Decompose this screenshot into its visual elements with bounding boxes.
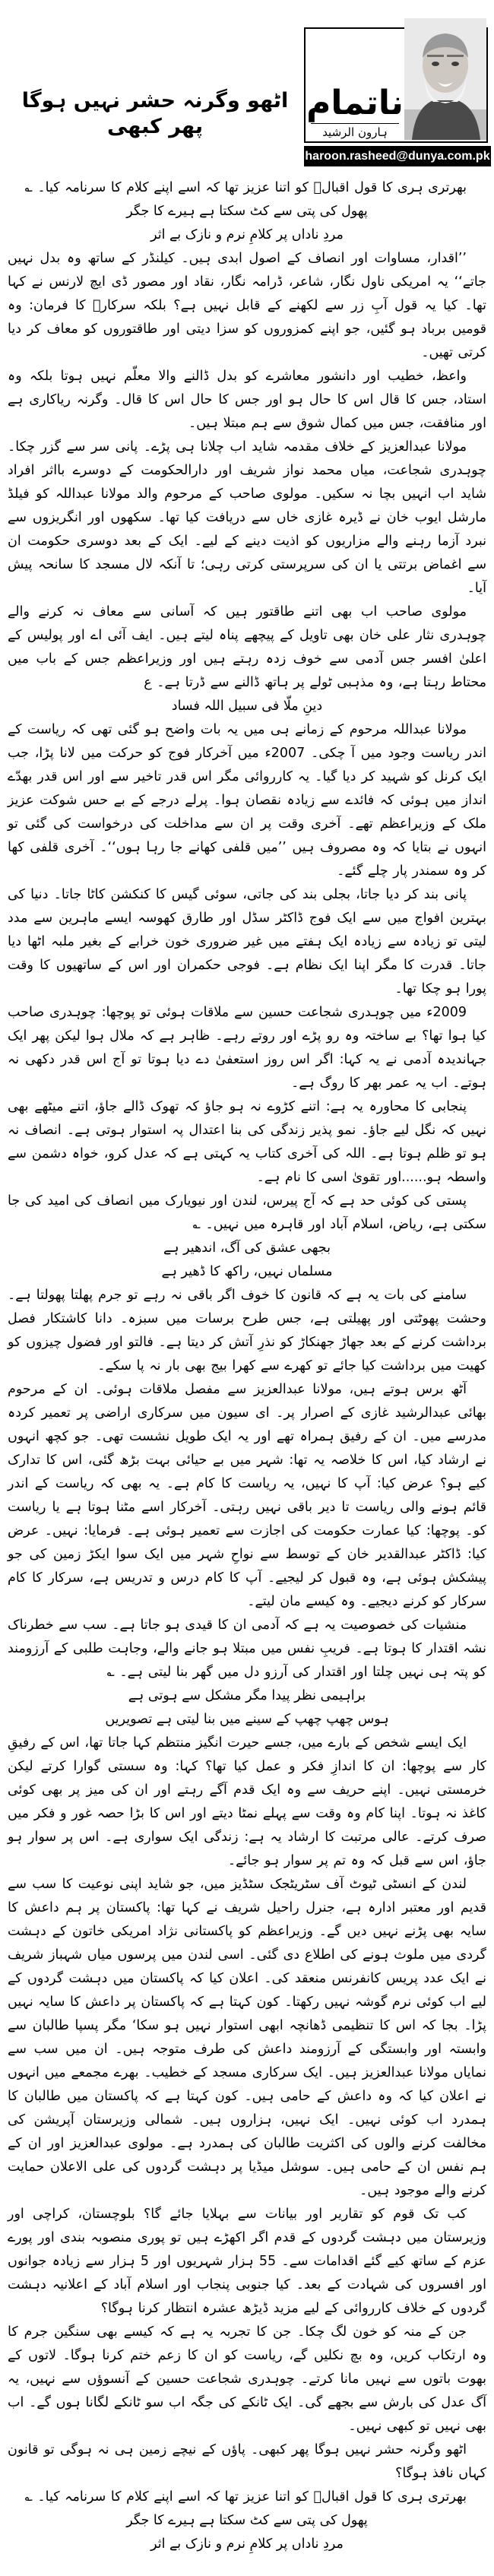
article-paragraph: لندن کے انسٹی ٹیوٹ آف سٹریٹجک سٹڈیز میں، جو شاید اپنی نوعیت کا سب سے قدیم اور معتبر ادارہ ہے، جنرل راحیل شریف نے کہا تھا: پاکستان پر ہم داعش کا سایہ بھی پڑنے نہیں دیں گے۔ وزیراعظم کو پاکستانی نژاد امریکی خاتون کے دہشت گردی میں ملوث ہونے کی اطلاع دی گئی۔ اسی لندن میں پرسوں میاں شہباز شریف نے ایک عدد پریس کانفرنس منعقد کی۔ اعلان کیا کہ پاکستان میں دہشت گردوں کے لیے اب کوئی نرم گوشہ نہیں رکھتا۔ کون کہتا ہے کہ پاکستان پر داعش کا سایہ نہیں پڑا۔ بجا کہ اس کا تنظیمی ڈھانچہ ابھی استوار نہیں ہو سکا‘ مگر پسپا طالبان سے وابستہ اور وابستگی کے آرزومند داعش کی طرف متوجہ ہیں۔ ان میں سب سے نمایاں مولانا عبدالعزیز ہیں۔ ایک سرکاری مسجد کے خطیب۔ بھرے مجمعے میں انہوں نے اعلان کیا کہ وہ داعش کے حامی ہیں۔ کون کہتا ہے کہ پاکستان میں طالبان کا ہمدرد اب کوئی نہیں۔ ایک نہیں، ہزاروں ہیں۔ شمالی وزیرستان آپریشن کی مخالفت کرنے والوں کی اکثریت طالبان کی ہمدرد ہے۔ مولوی عبدالعزیز اور ان کے ہم نفس ان کے حامی ہیں۔ سوشل میڈیا پر دہشت گردوں کی علی الاعلان حمایت کرنے والے موجود ہیں۔ [8, 1877, 486, 2198]
author-name: ہارون الرشید [322, 125, 388, 139]
verse-line: مسلماں نہیں، راکھ کا ڈھیر ہے [161, 1264, 333, 1279]
masthead [0, 0, 494, 173]
article-paragraph: ایک ایسے شخص کے بارے میں، جسے حیرت انگیز منتظم کہا جاتا تھا، اس کے رفیقِ کار سے پوچھا: ان کا اندازِ فکر و عمل کیا تھا؟ کہا: وہ سستی گوارا کرتے لیکن خرمستی نہیں۔ اپنے حریف سے وہ ایک قدم آگے رہتے اور ان کی میز پر بھی کوئی کاغذ نہ ہوتا۔ اپنا کام وہ وقت سے پہلے نمٹا دیتے اور اس کا بڑا حصہ غور و فکر میں صرف کرتے۔ عالی مرتبت کا ارشاد یہ ہے: زندگی ایک سواری ہے۔ اس پر سوار ہو جاؤ، اس سے قبل کہ وہ تم پر سوار ہو جائے۔ [8, 1735, 486, 1868]
email-bar [304, 146, 491, 166]
article-paragraph: پستی کی کوئی حد ہے کہ آج پیرس، لندن اور نیویارک میں انصاف کی امید کی جا سکتی ہے، ریاض، اسلام آباد اور قاہرہ میں نہیں۔ ؎ [8, 1193, 486, 1232]
article-paragraph: منشیات کی خصوصیت یہ ہے کہ آدمی ان کا قیدی ہو جاتا ہے۔ سب سے خطرناک نشہ اقتدار کا ہوتا ہے۔ فریبِ نفس میں مبتلا ہو جانے والے، وجاہت طلبی کے آرزومند کو پتہ ہی نہیں چلتا اور اقتدار کی آرزو دل میں گھر بنا لیتی ہے۔ ؎ [8, 1618, 486, 1680]
verse [8, 1237, 486, 1284]
author-email: haroon.rasheed@dunya.com.pk [305, 149, 490, 163]
article-paragraph: ’’اقدار، مساوات اور انصاف کے اصول ابدی ہیں۔ کیلنڈر کے ساتھ وہ بدل نہیں جاتے‘‘ یہ امریکی ناول نگار، شاعر، ڈرامہ نگار، نقاد اور مصور ڈی ایچ لارنس نے کہا تھا۔ کیا یہ قول آبِ زر سے لکھنے کے قابل نہیں ہے؟ بلکہ سرکارؐ کا فرمان: وہ قومیں برباد ہو گئیں، جو اپنے کمزوروں کو سزا دیتی اور طاقتوروں کو معاف کر دیا کرتی تھیں۔ [8, 251, 486, 360]
article-paragraph: بھرتری ہری کا قول اقبالؔ کو اتنا عزیز تھا کہ اسے اپنے کلام کا سرنامہ کیا۔ ؎ [24, 180, 467, 195]
verse [8, 2509, 486, 2556]
article-paragraph: آٹھ برس ہوتے ہیں، مولانا عبدالعزیز سے مفصل ملاقات ہوئی۔ ان کے مرحوم بھائی عبدالرشید غازی کے اصرار پر۔ ای سیون میں سرکاری اراضی پر تعمیر کردہ مدرسے میں۔ ان کے رفیق ہمراہ تھے اور یہ ایک طویل نشست تھی۔ جو کچھ انہوں نے ارشاد کیا، اس کا خلاصہ یہ تھا: شہر میں بے حیائی بہت بڑھ گئی، اس کا تدارک کیے ہو؟ عرض کیا: آپ کا نہیں، یہ ریاست کا کام ہے۔ یہ بھی کہ ریاست کے اندر قائم ہونے والی ریاست تا دیر باقی نہیں رہتی۔ آخرکار اسے مٹنا ہوتا ہے یا ریاست کو۔ پوچھا: کیا عمارت حکومت کی اجازت سے تعمیر ہوئی ہے۔ فرمایا: نہیں۔ عرض کیا: ڈاکٹر عبدالقدیر خان کے توسط سے نواحِ شہر میں ایک سوا ایکڑ زمین کی جو پیشکش ہوئی ہے، وہ قبول کر لیجیے۔ آپ کا کام درس و تدریس ہے، سرکار کا کام سرکار کو کرنے دیجیے۔ وہ کیسے مان لیتے۔ [8, 1382, 486, 1609]
verse-line: ہوس چھپ چھپ کے سینے میں بنا لیتی ہے تصویریں [105, 1712, 389, 1727]
author-portrait-image [404, 18, 486, 140]
article-paragraph: کب تک قوم کو تقاریر اور بیانات سے بہلایا جائے گا؟ بلوچستان، کراچی اور وزیرستان میں دہشت گردوں کے قدم اگر اکھڑے ہیں تو پوری منصوبہ بندی اور پورے عزم کے ساتھ کیے گئے اقدامات سے۔ 55 ہزار شہریوں اور 5 ہزار سے زیادہ جوانوں اور افسروں کی شہادت کے بعد۔ کیا جنوبی پنجاب اور اسلام آباد کے اعلانیہ دہشت گردوں کے خلاف کارروائی کے لیے مزید ڈیڑھ عشرہ انتظار کرنا ہوگا؟ [8, 2207, 486, 2316]
verse-line: مردِ ناداں پر کلامِ نرم و نازک بے اثر [150, 227, 344, 242]
column-title: ناتمام [306, 84, 404, 122]
divider [311, 123, 399, 124]
article-paragraph: واعظ، خطیب اور دانشور معاشرے کو بدل ڈالنے والا معلّم نہیں ہوتا بلکہ وہ استاد، جس کا قال اس کا حال ہو اور جس کا حال اس کا قال۔ وگرنہ ریاکاری ہے اور منافقت، جس میں کمال شوق سے ہم مبتلا ہیں۔ [8, 369, 486, 431]
article-paragraph: 2009ء میں چوہدری شجاعت حسین سے ملاقات ہوئی تو پوچھا: چوہدری صاحب کیا ہوا تھا؟ بے ساختہ وہ رو پڑے اور روتے رہے۔ ظاہر ہے کہ ملال ہوا لیکن پھر ایک جہاندیدہ آدمی نے یہ کہا: اگر اس روز استعفیٰ دے دیا ہوتا تو آج اس قدر دکھی نہ ہوتے۔ اب یہ عمر بھر کا روگ ہے۔ [8, 1005, 486, 1091]
article-paragraph: مولانا عبداللہ مرحوم کے زمانے ہی میں یہ بات واضح ہو گئی تھی کہ ریاست کے اندر ریاست وجود میں آ چکی۔ 2007ء میں آخرکار فوج کو حرکت میں لانا پڑا، جب ایک کرنل کو شہید کر دیا گیا۔ یہ کارروائی مگر اس قدر تاخیر سے اور اس قدر بھدّے انداز میں ہوئی کہ فائدے سے زیادہ نقصان ہوا۔ پرلے درجے کے بے حس شوکت عزیز ملک کے وزیراعظم تھے۔ آخری وقت پر ان سے مداخلت کی درخواست کی گئی تو انہوں نے بتایا کہ وہ مصروف ہیں ’’میں قلفی کھانے جا رہا ہوں‘‘۔ آخری قلفی کھا کر وہ سمندر پار چلے گئے۔ [8, 722, 487, 879]
column-box [304, 27, 488, 143]
verse [8, 200, 486, 247]
article-paragraph: سامنے کی بات یہ ہے کہ قانون کا خوف اگر باقی نہ رہے تو جرم پھلتا پھولتا ہے۔ وحشت پھوٹتی اور پھیلتی ہے، جس طرح برسات میں سبزہ۔ دانا کاشتکار فصل برداشت کرنے کے بعد جھاڑ جھنکاڑ کو نذرِ آتش کر دیتا ہے۔ فالتو اور فضول چیزوں کو کھیت میں برداشت کیا جائے تو کھرے سے کھرا بیج بھی بار نہ پا سکے۔ [8, 1288, 486, 1374]
article-body [0, 173, 494, 2576]
article-paragraph: مولوی صاحب اب بھی اتنے طاقتور ہیں کہ آسانی سے معاف نہ کرنے والے چوہدری نثار علی خان بھی تاویل کے پیچھے پناہ لیتے ہیں۔ ایف آئی اے اور پولیس کے اعلیٰ افسر جس آدمی سے خوف زدہ رہتے ہیں اور وزیراعظم جس کے باب میں محتاط رہتا ہے، وہ مذہبی ٹولے پر ہاتھ ڈالنے سے ڈرتا ہے۔ ع [8, 604, 486, 690]
verse-line: بجھی عشق کی آگ، اندھیر ہے [163, 1240, 331, 1256]
verse-line: براہیمی نظر پیدا مگر مشکل سے ہوتی ہے [128, 1688, 366, 1703]
headline: اٹھو وگرنہ حشر نہیں ہوگا پھر کبھی [21, 89, 289, 138]
author-photo [404, 18, 486, 140]
article-paragraph: بھرتری ہری کا قول اقبالؔ کو اتنا عزیز تھا کہ اسے اپنے کلام کا سرنامہ کیا۔ ؎ [24, 2489, 467, 2505]
article-paragraph: پنجابی کا محاورہ یہ ہے: اتنے کڑوے نہ ہو جاؤ کہ تھوک ڈالے جاؤ، اتنے میٹھے بھی نہیں کہ نگل لیے جاؤ۔ نمو پذیر زندگی کی بنا اعتدال پہ استوار ہوتی ہے۔ انصاف نہ ہو تو ظلم ہوتا ہے۔ اللہ کی آخری کتاب یہ کہتی ہے کہ عدل کرو، خواہ دشمن سے واسطہ ہو......اور تقویٰ اسی کا نام ہے۔ [8, 1099, 486, 1185]
verse [8, 1684, 486, 1732]
verse [8, 695, 486, 718]
verse-line: مردِ ناداں پر کلامِ نرم و نازک بے اثر [150, 2536, 344, 2552]
article-paragraph: جن کے منہ کو خون لگ چکا۔ جن کا تجربہ یہ ہے کہ کیسے بھی سنگین جرم کا وہ ارتکاب کریں، وہ بچ نکلیں گے، ریاست کو ان کا زعم ختم کرنا ہوگا۔ لاتوں کے بھوت باتوں سے نہیں مانا کرتے۔ چوہدری شجاعت حسین کے آنسوؤں سے نہیں، یہ آگ عدل کی بارش سے بجھے گی۔ ایک ٹانکے کی جگہ اب سو ٹانکے لگانا ہوں گے۔ اب بھی نہیں تو کبھی نہیں۔ [8, 2324, 486, 2434]
verse-line: دینِ ملّا فی سبیل اللہ فساد [171, 699, 323, 714]
column-box-left [306, 29, 404, 141]
verse-line: پھول کی پتی سے کٹ سکتا ہے ہیرے کا جگر [126, 204, 368, 219]
article-paragraph: اٹھو وگرنہ حشر نہیں ہوگا پھر کبھی۔ پاؤں کے نیچے زمین ہی نہ ہوگی تو قانون کہاں نافذ ہوگا؟ [8, 2442, 486, 2481]
article-paragraph: مولانا عبدالعزیز کے خلاف مقدمہ شاید اب چلانا ہی پڑے۔ پانی سر سے گزر چکا۔ چوہدری شجاعت، میاں محمد نواز شریف اور دارالحکومت کے دوسرے بااثر افراد شاید اب انہیں بچا نہ سکیں۔ مولوی صاحب کے مرحوم والد مولانا عبداللہ کو فیلڈ مارشل ایوب خان نے ڈیرہ غازی خاں سے دریافت کیا تھا۔ سکھوں اور انگریزوں سے نبرد آزما رہنے والے مزاریوں کو اذیت دینے کے لیے۔ ایک کے بعد دوسری حکومت ان سے اغماض برتتی یا ان کی سرپرستی کرتی رہی؛ تا آنکہ لال مسجد کا سانحہ پیش آیا۔ [8, 439, 486, 596]
article-paragraph: پانی بند کر دیا جاتا، بجلی بند کی جاتی، سوئی گیس کا کنکشن کاٹا جاتا۔ دنیا کی بہترین افواج میں سے ایک فوج ڈاکٹر سڈل اور طارق کھوسہ ایسے ماہرین سے مدد لیتی تو زیادہ سے زیادہ ایک ہفتے میں غیر ضروری خون خرابے کے بغیر ملبہ اٹھا دیا جاتا۔ قدرت کا مگر اپنا ایک نظام ہے۔ فوجی حکمران اور اس کے ساتھیوں کا وقت پورا ہو چکا تھا۔ [8, 887, 486, 996]
verse-line: پھول کی پتی سے کٹ سکتا ہے ہیرے کا جگر [126, 2513, 368, 2528]
